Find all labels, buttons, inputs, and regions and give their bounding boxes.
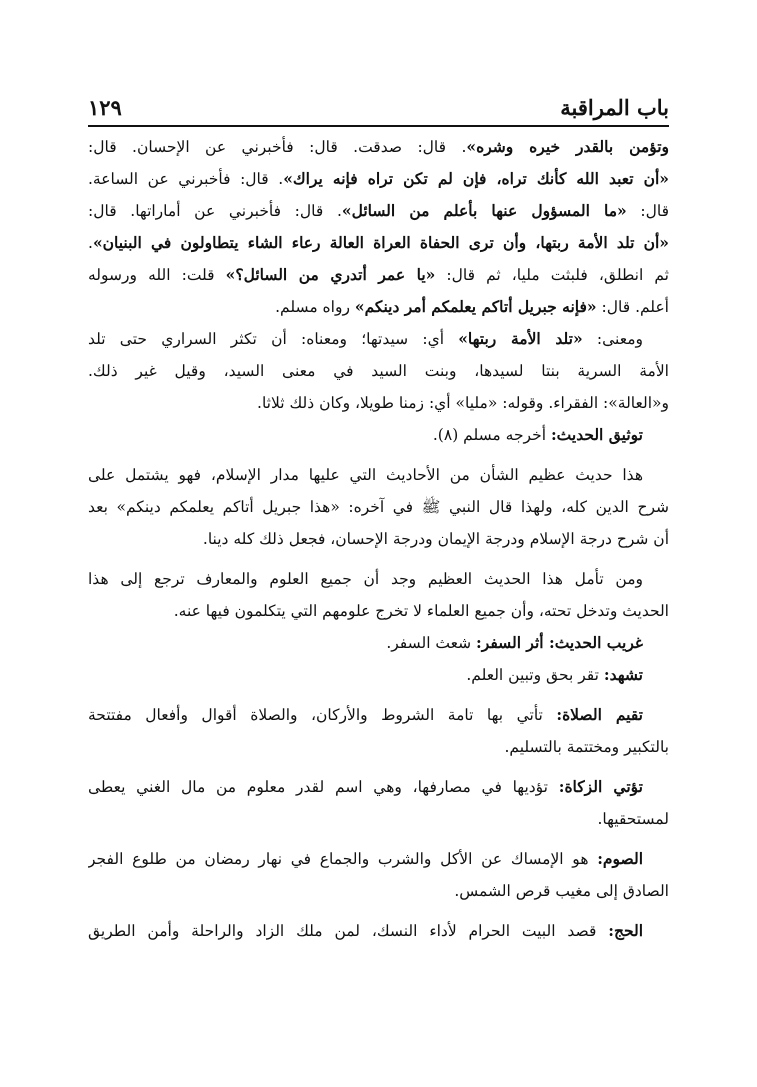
hadith-text [88, 131, 669, 323]
commentary-2-line-2: الحديث وتدخل تحته، وأن جميع العلماء لا تخرج علومهم التي يتكلمون فيها عنه. [173, 602, 669, 620]
spacer [88, 763, 669, 771]
commentary-paragraph-2 [88, 563, 669, 627]
glossary-salah: تقيم الصلاة: تأتي بها تامة الشروط والأركان، والصلاة أقوال وأفعال مفتتحة بالتكبير ومختتمة بالتسليم. [88, 705, 669, 756]
commentary-1-line-1: هذا حديث عظيم الشأن من الأحاديث التي عليها مدار الإسلام، فهو يشتمل على [88, 466, 643, 484]
tawthiq-line: توثيق الحديث: أخرجه مسلم (٨). [432, 425, 643, 444]
glossary-tashhad: تشهد: تقر بحق وتبين العلم. [466, 665, 643, 684]
hadith-line-2: «أن تعبد الله كأنك تراه، فإن لم تكن تراه فإنه يراك». قال: فأخبرني عن الساعة. [88, 169, 669, 188]
page-body [88, 131, 669, 947]
meaning-line-1: ومعنى: «تلد الأمة ربتها» أي: سيدتها؛ ومعناه: أن تكثر السراري حتى تلد [88, 329, 643, 348]
spacer [88, 907, 669, 915]
glossary-hajj: الحج: قصد البيت الحرام لأداء النسك، لمن ملك الزاد والراحلة وأمن الطريق [88, 921, 643, 940]
hadith-line-6: أعلم. قال: «فإنه جبريل أتاكم يعلمكم أمر دينكم» رواه مسلم. [275, 297, 669, 316]
spacer [88, 555, 669, 563]
glossary-zakah: تؤتي الزكاة: تؤديها في مصارفها، وهي اسم لقدر معلوم من مال الغني يعطى لمستحقيها. [88, 777, 669, 828]
meaning-line-3: و«العالة»: الفقراء. وقوله: «مليا» أي: زمنا طويلا، وكان ذلك ثلاثا. [257, 394, 669, 412]
hadith-line-5: ثم انطلق، فلبثت مليا، ثم قال: «يا عمر أتدري من السائل؟» قلت: الله ورسوله [88, 265, 669, 284]
page-number: ١٢٩ [88, 95, 122, 120]
chapter-title: باب المراقبة [560, 95, 669, 120]
spacer [88, 451, 669, 459]
spacer [88, 835, 669, 843]
hadith-line-3: قال: «ما المسؤول عنها بأعلم من السائل». قال: فأخبرني عن أماراتها. قال: [88, 201, 669, 220]
commentary-2-line-1: ومن تأمل هذا الحديث العظيم وجد أن جميع العلوم والمعارف ترجع إلى هذا [88, 570, 643, 588]
hadith-line-4: «أن تلد الأمة ربتها، وأن ترى الحفاة العراة العالة رعاء الشاء يتطاولون في البنيان». [88, 233, 669, 252]
commentary-1-line-3: أن شرح درجة الإسلام ودرجة الإيمان ودرجة الإحسان، فجعل ذلك كله دينا. [202, 530, 669, 548]
header-rule [88, 125, 669, 127]
glossary-sawm: الصوم: هو الإمساك عن الأكل والشرب والجماع في نهار رمضان من طلوع الفجر الصادق إلى مغيب قرص الشمس. [88, 849, 669, 900]
meaning-section [88, 323, 669, 419]
commentary-1-line-2: شرح الدين كله، ولهذا قال النبي ﷺ في آخره: «هذا جبريل أتاكم يعلمكم دينكم» بعد [88, 498, 669, 516]
spacer [88, 691, 669, 699]
commentary-paragraph-1 [88, 459, 669, 555]
meaning-line-2: الأمة السرية بنتا لسيدها، وبنت السيد في معنى السيد، وقيل غير ذلك. [88, 362, 669, 380]
hadith-line-1: وتؤمن بالقدر خيره وشره». قال: صدقت. قال: فأخبرني عن الإحسان. قال: [88, 137, 669, 156]
page-header [88, 86, 669, 120]
gharib-line: غريب الحديث: أثر السفر: شعث السفر. [386, 633, 643, 652]
